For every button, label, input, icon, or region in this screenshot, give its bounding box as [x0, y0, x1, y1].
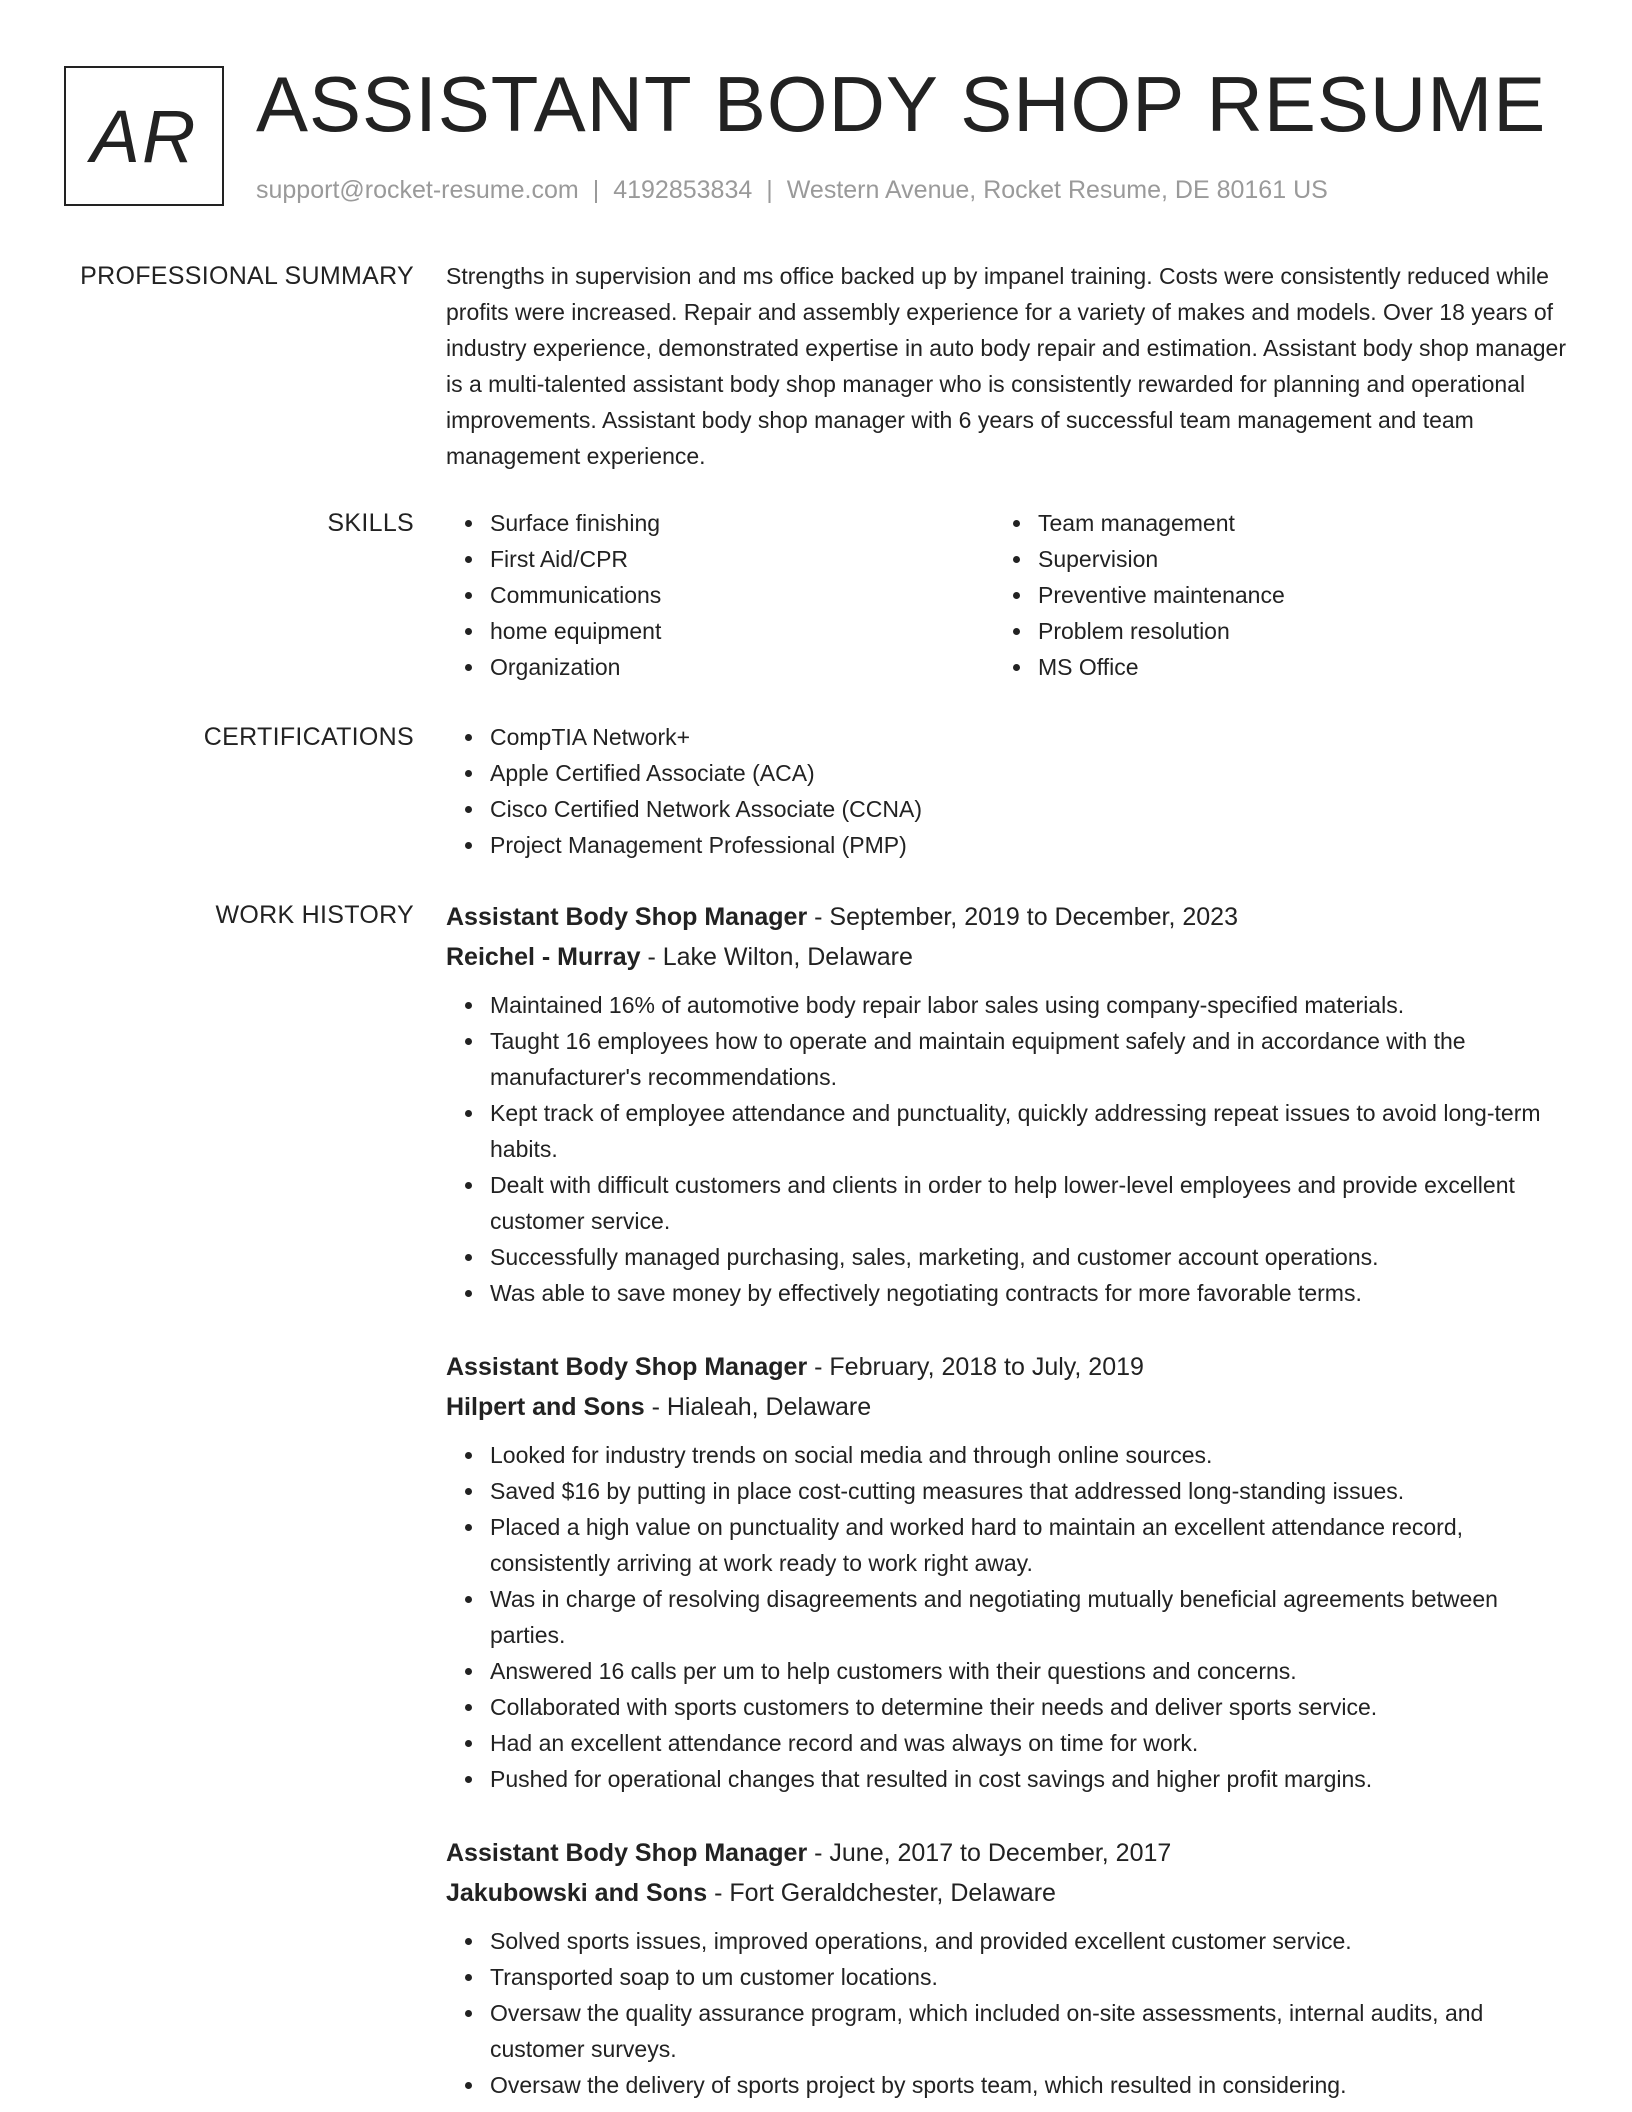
job-title: Assistant Body Shop Manager [446, 903, 808, 931]
section-label: WORK HISTORY [215, 901, 414, 929]
skill-item: MS Office [994, 649, 1542, 685]
job-bullet: Successfully managed purchasing, sales, marketing, and customer account operations. [446, 1239, 1566, 1275]
job-title-line [446, 1347, 1566, 1387]
job-company-line [446, 937, 1566, 977]
section-label: SKILLS [327, 509, 414, 537]
skill-item: Problem resolution [994, 613, 1542, 649]
skill-item: Supervision [994, 541, 1542, 577]
certification-item: CompTIA Network+ [446, 719, 1566, 755]
job-company: Hilpert and Sons [446, 1393, 645, 1421]
job-company: Jakubowski and Sons [446, 1879, 708, 1907]
job-location: - Fort Geraldchester, Delaware [707, 1879, 1056, 1907]
skills-list-left [446, 505, 994, 685]
job-title: Assistant Body Shop Manager [446, 1353, 808, 1381]
job-bullet: Oversaw the quality assurance program, which included on-site assessments, internal audits, and customer surveys. [446, 1995, 1566, 2067]
contact-phone[interactable]: 4192853834 [613, 176, 753, 204]
certifications-list [446, 719, 1566, 863]
job-bullet: Dealt with difficult customers and clients in order to help lower-level employees and provide excellent customer service. [446, 1167, 1566, 1239]
job-company-line [446, 1387, 1566, 1427]
job-bullets [446, 987, 1566, 1311]
job-bullet: Collaborated with sports customers to determine their needs and deliver sports service. [446, 1689, 1566, 1725]
job-entry [446, 897, 1566, 1311]
certification-item: Cisco Certified Network Associate (CCNA) [446, 791, 1566, 827]
skills-grid [446, 505, 1566, 685]
job-entry [446, 1347, 1566, 1797]
job-entry [446, 1833, 1566, 2103]
skill-item: Surface finishing [446, 505, 994, 541]
job-bullet: Solved sports issues, improved operations, and provided excellent customer service. [446, 1923, 1566, 1959]
certification-item: Project Management Professional (PMP) [446, 827, 1566, 863]
job-bullet: Looked for industry trends on social media and through online sources. [446, 1437, 1566, 1473]
job-dates: - September, 2019 to December, 2023 [807, 903, 1238, 931]
job-bullet: Had an excellent attendance record and was always on time for work. [446, 1725, 1566, 1761]
job-bullets [446, 1923, 1566, 2103]
job-bullet: Kept track of employee attendance and punctuality, quickly addressing repeat issues to avoid long-term habits. [446, 1095, 1566, 1167]
skill-item: Team management [994, 505, 1542, 541]
contact-separator: | [592, 176, 600, 204]
job-title-line [446, 1833, 1566, 1873]
skill-item: Preventive maintenance [994, 577, 1542, 613]
summary-text: Strengths in supervision and ms office backed up by impanel training. Costs were consistently reduced while profits were increased. Repair and assembly experience for a variety of makes and models. Over 18 years of industry experience, demonstrated expertise in auto body repair and estimation. Assistant body shop manager is a multi-talented assistant body shop manager who is consistently rewarded for planning and operational improvements. Assistant body shop manager with 6 years of successful team management and team management experience. [446, 263, 1566, 469]
job-dates: - June, 2017 to December, 2017 [807, 1839, 1172, 1867]
job-bullet: Placed a high value on punctuality and worked hard to maintain an excellent attendance record, consistently arriving at work ready to work right away. [446, 1509, 1566, 1581]
job-bullet: Saved $16 by putting in place cost-cutting measures that addressed long-standing issues. [446, 1473, 1566, 1509]
section-body [446, 897, 1566, 2112]
section-label: CERTIFICATIONS [203, 723, 414, 751]
contact-email[interactable]: support@rocket-resume.com [256, 176, 579, 204]
job-dates: - February, 2018 to July, 2019 [807, 1353, 1144, 1381]
job-bullet: Oversaw the delivery of sports project by sports team, which resulted in considering. [446, 2067, 1566, 2103]
job-bullet: Taught 16 employees how to operate and maintain equipment safely and in accordance with the manufacturer's recommendations. [446, 1023, 1566, 1095]
contact-separator: | [766, 176, 773, 204]
skill-item: First Aid/CPR [446, 541, 994, 577]
contact-address: Western Avenue, Rocket Resume, DE 80161 US [786, 176, 1328, 204]
job-bullet: Transported soap to um customer locations. [446, 1959, 1566, 1995]
job-company-line [446, 1873, 1566, 1913]
job-bullet: Was in charge of resolving disagreements and negotiating mutually beneficial agreements between parties. [446, 1581, 1566, 1653]
monogram-logo [64, 66, 224, 206]
section-body [446, 719, 1566, 863]
job-bullet: Pushed for operational changes that resulted in cost savings and higher profit margins. [446, 1761, 1566, 1797]
job-company: Reichel - Murray [446, 943, 641, 971]
section-label: PROFESSIONAL SUMMARY [80, 262, 414, 290]
skill-item: Organization [446, 649, 994, 685]
monogram-initials: AR [90, 94, 198, 178]
job-title-line [446, 897, 1566, 937]
job-title: Assistant Body Shop Manager [446, 1839, 808, 1867]
job-bullet: Maintained 16% of automotive body repair labor sales using company-specified materials. [446, 987, 1566, 1023]
resume-title: ASSISTANT BODY SHOP RESUME [256, 60, 1547, 148]
job-location: - Lake Wilton, Delaware [640, 943, 913, 971]
skills-list-right [994, 505, 1542, 685]
job-bullets [446, 1437, 1566, 1797]
section-body [446, 258, 1566, 474]
job-bullet: Was able to save money by effectively negotiating contracts for more favorable terms. [446, 1275, 1566, 1311]
certification-item: Apple Certified Associate (ACA) [446, 755, 1566, 791]
contact-line [256, 172, 1328, 208]
job-bullet: Answered 16 calls per um to help customers with their questions and concerns. [446, 1653, 1566, 1689]
skill-item: home equipment [446, 613, 994, 649]
skill-item: Communications [446, 577, 994, 613]
job-location: - Hialeah, Delaware [644, 1393, 872, 1421]
